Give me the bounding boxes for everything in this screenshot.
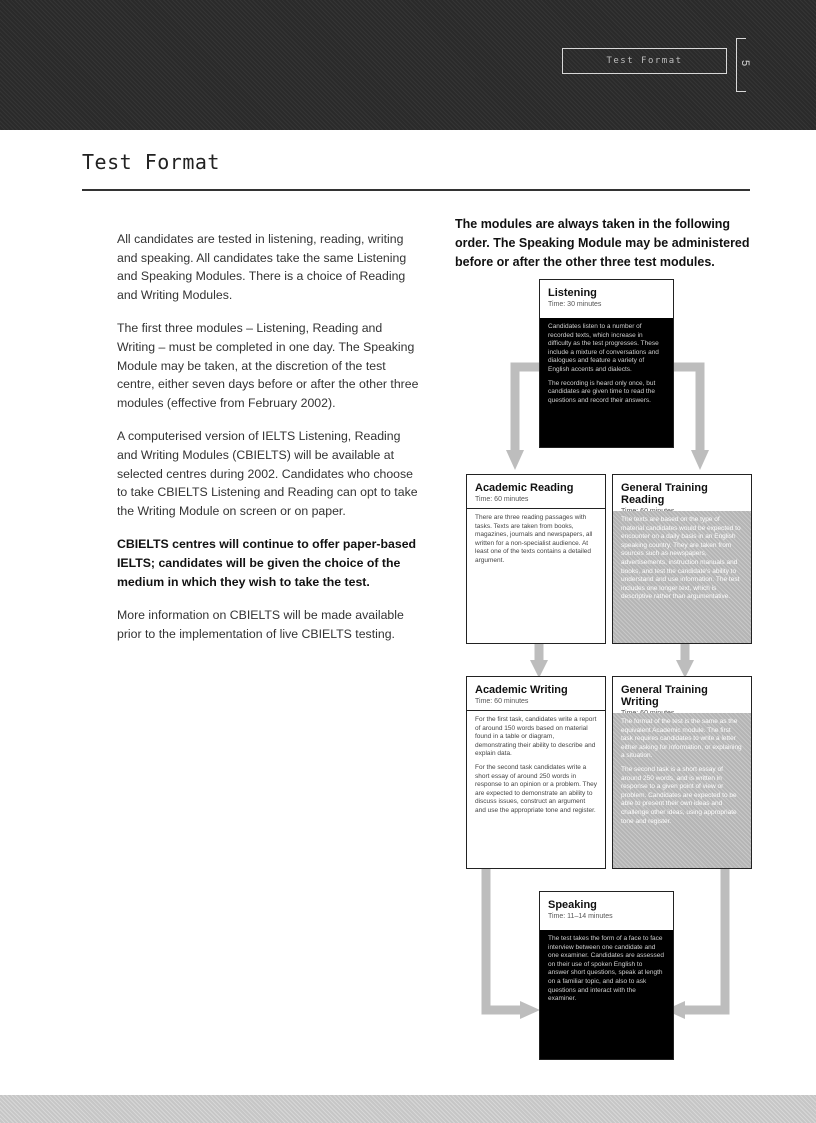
module-description (613, 511, 751, 643)
description-paragraph: The test takes the form of a face to face interview between one candidate and one examiner. Candidates are assessed on their use of spoken English to answer short questions, speak at length on a familiar topic, and also to ask questions and interact with the examiner. (548, 935, 664, 1003)
module-description (540, 318, 673, 447)
paragraph: More information on CBIELTS will be made available prior to the implementation of live CBIELTS testing. (117, 608, 404, 641)
description-paragraph: For the first task, candidates write a report of around 150 words based on material found in a table or diagram, demonstrating their ability to describe and explain data. (475, 716, 597, 758)
module-academic-reading (466, 474, 606, 644)
module-description (540, 930, 673, 1059)
description-paragraph: For the second task candidates write a short essay of around 250 words in response to an opinion or a problem. They are expected to demonstrate an ability to discuss issues, construct an argument and use the appropriate tone and register. (475, 763, 598, 814)
module-title: General Training Writing (621, 684, 708, 708)
description-paragraph: The texts are based on the type of material candidates would be expected to encounter on a daily basis in an English speaking country. They are taken from sources such as newspapers, advertisements, instruction manuals and books, and test the candidate's ability to understand and use information. The test includes one longer text, which is descriptive rather than argumentative. (621, 516, 741, 601)
module-title: General Training Reading (621, 482, 708, 506)
module-description (467, 711, 605, 826)
module-time: Time: 11–14 minutes (548, 913, 613, 920)
module-description (613, 713, 751, 868)
paragraph-bold: CBIELTS centres will continue to offer paper-based IELTS; candidates will be given the choice of the medium in which they wish to take the test. (117, 537, 417, 589)
description-paragraph: The format of the test is the same as the equivalent Academic module. The first task requires candidates to write a letter either asking for information, or explaining a situation. (621, 718, 742, 760)
module-title: Academic Reading (475, 482, 574, 494)
page-number: 5 (739, 59, 752, 67)
page-title: Test Format (82, 150, 220, 174)
description-paragraph: Candidates listen to a number of recorded texts, which increase in difficulty as the test progresses. These include a mixture of conversations and dialogues and feature a variety of English accents and dialects. (548, 323, 659, 373)
arrow-listening-to-gt-reading (673, 367, 700, 455)
module-title: Listening (548, 287, 597, 299)
module-listening (539, 279, 674, 448)
section-label: Test Format (562, 48, 727, 74)
arrow-academic-writing-to-speaking (486, 868, 523, 1010)
module-time: Time: 60 minutes (475, 496, 529, 503)
arrow-gt-writing-to-speaking (682, 868, 725, 1010)
module-gt-reading (612, 474, 752, 644)
module-title: Academic Writing (475, 684, 568, 696)
module-title: Speaking (548, 899, 597, 911)
paragraph: All candidates are tested in listening, reading, writing and speaking. All candidates take the same Listening and Speaking Modules. There is a choice of Reading and Writing Modules. (117, 232, 407, 302)
arrow-listening-to-academic-reading (515, 367, 539, 455)
paragraph: The first three modules – Listening, Reading and Writing – must be completed in one day. The Speaking Module may be taken, at the discretion of the test centre, either seven days before or after the other three modules (effective from February 2002). (117, 321, 419, 410)
module-description (467, 509, 605, 576)
flow-intro: The modules are always taken in the following order. The Speaking Module may be administered before or after the other three test modules. (455, 217, 750, 269)
footer-band (0, 1095, 816, 1123)
module-time: Time: 60 minutes (475, 698, 529, 705)
module-time: Time: 30 minutes (548, 301, 602, 308)
module-academic-writing (466, 676, 606, 869)
module-speaking (539, 891, 674, 1060)
module-gt-writing (612, 676, 752, 869)
description-paragraph: The second task is a short essay of around 250 words, and is written in response to a given point of view or problem. Candidates are expected to be able to present their own ideas and challenge other ideas, using appropriate tone and register. (621, 765, 737, 825)
paragraph: A computerised version of IELTS Listening, Reading and Writing Modules (CBIELTS) will be available at selected centres during 2002. Candidates who choose to take CBIELTS Listening and Reading can opt to take the Writing Module on screen or on paper. (117, 429, 418, 518)
description-paragraph: The recording is heard only once, but candidates are given time to read the questions and record their answers. (548, 379, 656, 404)
description-paragraph: There are three reading passages with tasks. Texts are taken from books, magazines, journals and newspapers, all written for a non-specialist audience. At least one of the texts contains a detailed argument. (475, 514, 593, 564)
